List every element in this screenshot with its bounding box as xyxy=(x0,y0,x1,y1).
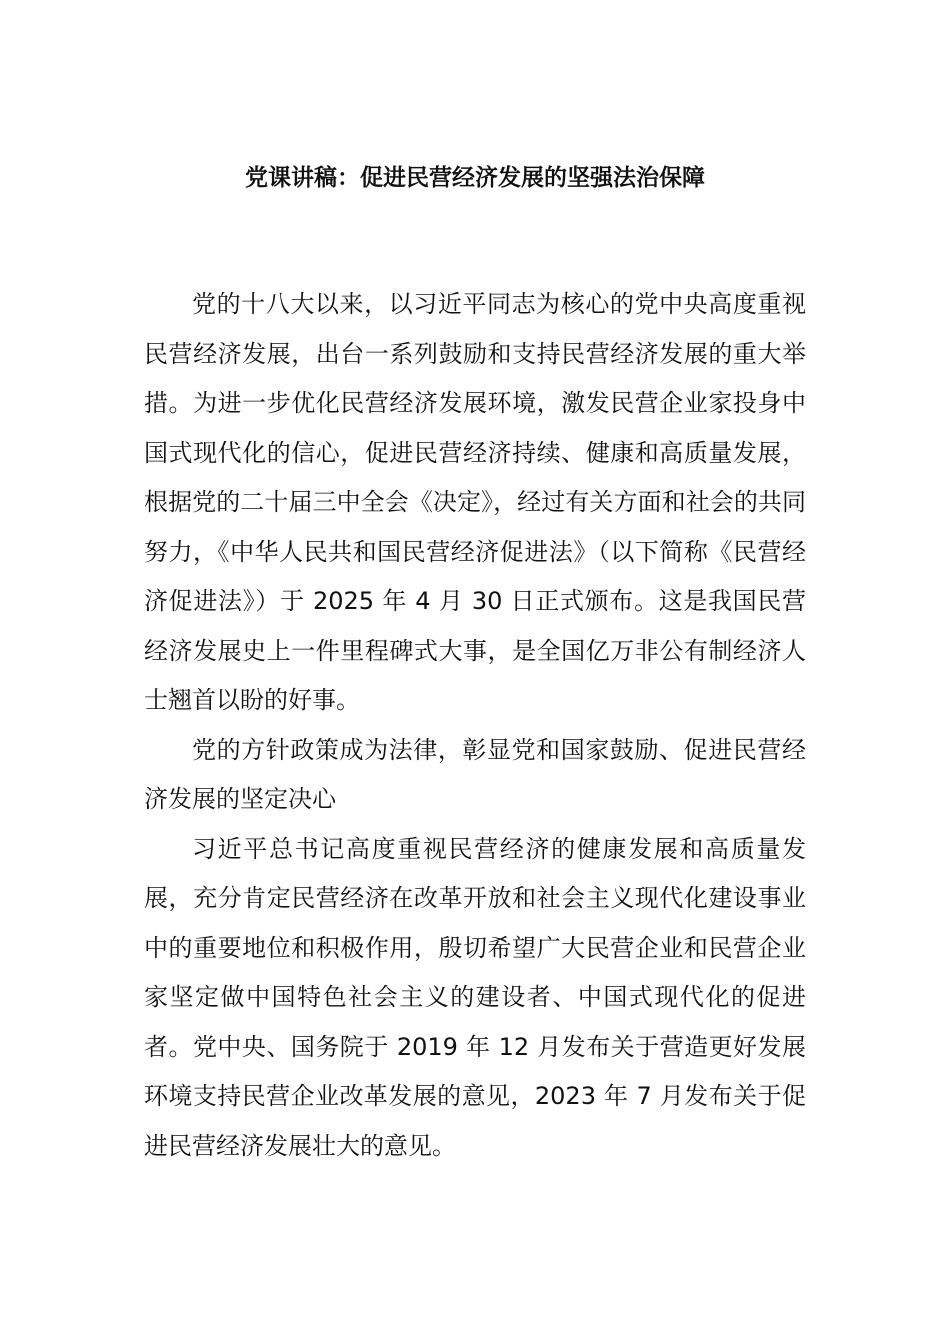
document-title: 党课讲稿：促进民营经济发展的坚强法治保障 xyxy=(245,165,705,191)
paragraph-intro: 党的十八大以来，以习近平同志为核心的党中央高度重视民营经济发展，出台一系列鼓励和支持民营经济发展的重大举措。为进一步优化民营经济发展环境，激发民营企业家投身中国式现代化的信心，促进民营经济持续、健康和高质量发展，根据党的二十届三中全会《决定》，经过有关方面和社会的共同努力，《中华人民共和国民营经济促进法》（以下简称《民营经济促进法》）于 2025 年 4 月 30 日正式颁布。这是我国民营经济发展史上一件里程碑式大事，是全国亿万非公有制经济人士翘首以盼的好事。 xyxy=(144,290,806,714)
document-body xyxy=(144,280,806,1171)
paragraph-policy-background: 习近平总书记高度重视民营经济的健康发展和高质量发展，充分肯定民营经济在改革开放和社会主义现代化建设事业中的重要地位和积极作用，殷切希望广大民营企业和民营企业家坚定做中国特色社会主义的建设者、中国式现代化的促进者。党中央、国务院于 2019 年 12 月发布关于营造更好发展环境支持民营企业改革发展的意见，2023 年 7 月发布关于促进民营经济发展壮大的意见。 xyxy=(144,834,806,1160)
paragraph-section-heading: 党的方针政策成为法律，彰显党和国家鼓励、促进民营经济发展的坚定决心 xyxy=(144,735,806,813)
